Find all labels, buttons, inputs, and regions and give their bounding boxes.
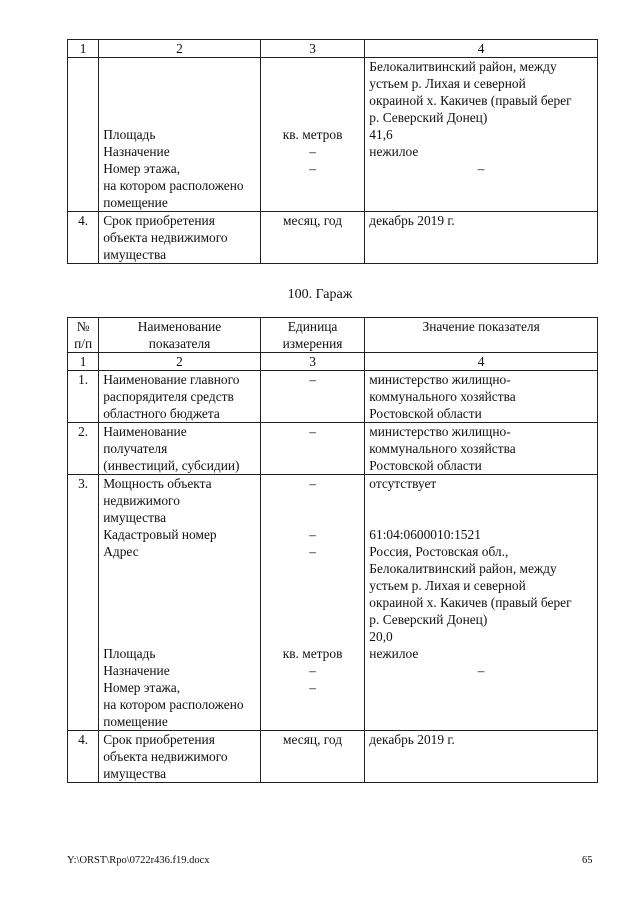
value-line: министерство жилищно-	[369, 372, 511, 387]
name-line: имущества	[103, 510, 167, 525]
unit-cell: –	[260, 371, 364, 423]
column-index-row	[68, 40, 598, 58]
value-cell	[365, 423, 598, 475]
index-cell: 4	[365, 353, 598, 371]
indicator-name-cell	[99, 212, 261, 264]
row-number-cell: 2.	[68, 423, 99, 475]
address-line: р. Северский Донец)	[369, 612, 488, 627]
indicator-name-cell	[99, 423, 261, 475]
unit-cadastral: –	[309, 527, 316, 542]
section-title: 100. Гараж	[287, 287, 353, 302]
name-line: Мощность объекта	[103, 476, 212, 491]
value-purpose: нежилое	[369, 144, 419, 159]
index-cell: 2	[99, 353, 261, 371]
index-cell: 2	[99, 40, 261, 58]
unit-address: –	[309, 544, 316, 559]
header-line: Единица	[287, 319, 338, 334]
unit-purpose: –	[309, 144, 316, 159]
name-line: (инвестиций, субсидии)	[103, 458, 240, 473]
value-floor: –	[477, 663, 485, 678]
unit-cell	[260, 58, 364, 212]
index-cell: 1	[68, 353, 99, 371]
table-row	[68, 212, 598, 264]
header-line: Значение показателя	[422, 319, 540, 334]
label-address: Адрес	[103, 544, 139, 559]
name-line: распорядителя средств	[103, 389, 234, 404]
unit-cell	[260, 475, 364, 731]
name-line: имущества	[103, 247, 167, 262]
column-index-row	[68, 353, 598, 371]
unit-floor: –	[309, 680, 316, 695]
name-line: Наименование	[103, 424, 187, 439]
name-line: объекта недвижимого	[103, 749, 228, 764]
table-row	[68, 371, 598, 423]
table-continued	[67, 39, 598, 264]
row-number-cell: 4.	[68, 212, 99, 264]
value-cell	[365, 371, 598, 423]
header-unit	[260, 318, 364, 353]
name-line: Срок приобретения	[103, 213, 215, 228]
value-cadastral: 61:04:0600010:1521	[369, 527, 481, 542]
address-line: окраиной х. Какичев (правый берег	[369, 93, 572, 108]
label-floor: Номер этажа,	[103, 161, 181, 176]
index-cell: 3	[260, 40, 364, 58]
label-floor: на котором расположено	[103, 178, 244, 193]
value-capacity: отсутствует	[369, 476, 437, 491]
header-row	[68, 318, 598, 353]
label-area: Площадь	[103, 127, 156, 142]
header-value	[365, 318, 598, 353]
value-floor: –	[477, 161, 485, 176]
value-line: коммунального хозяйства	[369, 441, 516, 456]
unit-floor: –	[309, 161, 316, 176]
label-floor: помещение	[103, 714, 168, 729]
footer-file-path: Y:\ORST\Rpo\0722r436.f19.docx	[67, 855, 210, 866]
index-cell: 3	[260, 353, 364, 371]
label-area: Площадь	[103, 646, 156, 661]
header-line: №	[76, 319, 90, 334]
unit-purpose: –	[309, 663, 316, 678]
row-number-cell: 1.	[68, 371, 99, 423]
address-line: устьем р. Лихая и северной	[369, 76, 526, 91]
index-cell: 4	[365, 40, 598, 58]
value-cell: декабрь 2019 г.	[365, 731, 598, 783]
header-line: показателя	[148, 336, 211, 351]
unit-cell: месяц, год	[260, 212, 364, 264]
name-line: Срок приобретения	[103, 732, 215, 747]
label-purpose: Назначение	[103, 663, 170, 678]
indicator-name-cell	[99, 58, 261, 212]
name-line: получателя	[103, 441, 168, 456]
value-cell	[365, 475, 598, 731]
index-cell: 1	[68, 40, 99, 58]
row-number-cell	[68, 58, 99, 212]
header-number	[68, 318, 99, 353]
address-line: Белокалитвинский район, между	[369, 561, 557, 576]
page-number: 65	[582, 855, 593, 866]
indicator-name-cell	[99, 371, 261, 423]
address-line: Белокалитвинский район, между	[369, 59, 557, 74]
address-line: устьем р. Лихая и северной	[369, 578, 526, 593]
address-line: окраиной х. Какичев (правый берег	[369, 595, 572, 610]
value-purpose: нежилое	[369, 646, 419, 661]
unit-cell: –	[260, 423, 364, 475]
indicator-name-cell	[99, 731, 261, 783]
label-floor: Номер этажа,	[103, 680, 181, 695]
table-garage	[67, 317, 598, 783]
unit-capacity: –	[309, 476, 316, 491]
unit-area: кв. метров	[282, 127, 343, 142]
name-line: недвижимого	[103, 493, 180, 508]
table-row	[68, 731, 598, 783]
table-row	[68, 423, 598, 475]
unit-cell: месяц, год	[260, 731, 364, 783]
name-line: Наименование главного	[103, 372, 240, 387]
address-line: р. Северский Донец)	[369, 110, 488, 125]
value-area: 41,6	[369, 127, 393, 142]
row-number-cell: 3.	[68, 475, 99, 731]
label-floor: помещение	[103, 195, 168, 210]
name-line: объекта недвижимого	[103, 230, 228, 245]
value-line: министерство жилищно-	[369, 424, 511, 439]
value-cell: декабрь 2019 г.	[365, 212, 598, 264]
value-line: коммунального хозяйства	[369, 389, 516, 404]
row-number-cell: 4.	[68, 731, 99, 783]
value-line: Ростовской области	[369, 406, 482, 421]
header-line: измерения	[282, 336, 343, 351]
header-indicator-name	[99, 318, 261, 353]
name-line: имущества	[103, 766, 167, 781]
value-line: Ростовской области	[369, 458, 482, 473]
table-row	[68, 475, 598, 731]
label-purpose: Назначение	[103, 144, 170, 159]
value-area: 20,0	[369, 629, 393, 644]
header-line: п/п	[74, 336, 93, 351]
value-cell	[365, 58, 598, 212]
header-line: Наименование	[137, 319, 222, 334]
address-line: Россия, Ростовская обл.,	[369, 544, 509, 559]
unit-area: кв. метров	[282, 646, 343, 661]
label-cadastral: Кадастровый номер	[103, 527, 217, 542]
table-row	[68, 58, 598, 212]
name-line: областного бюджета	[103, 406, 220, 421]
label-floor: на котором расположено	[103, 697, 244, 712]
indicator-name-cell	[99, 475, 261, 731]
